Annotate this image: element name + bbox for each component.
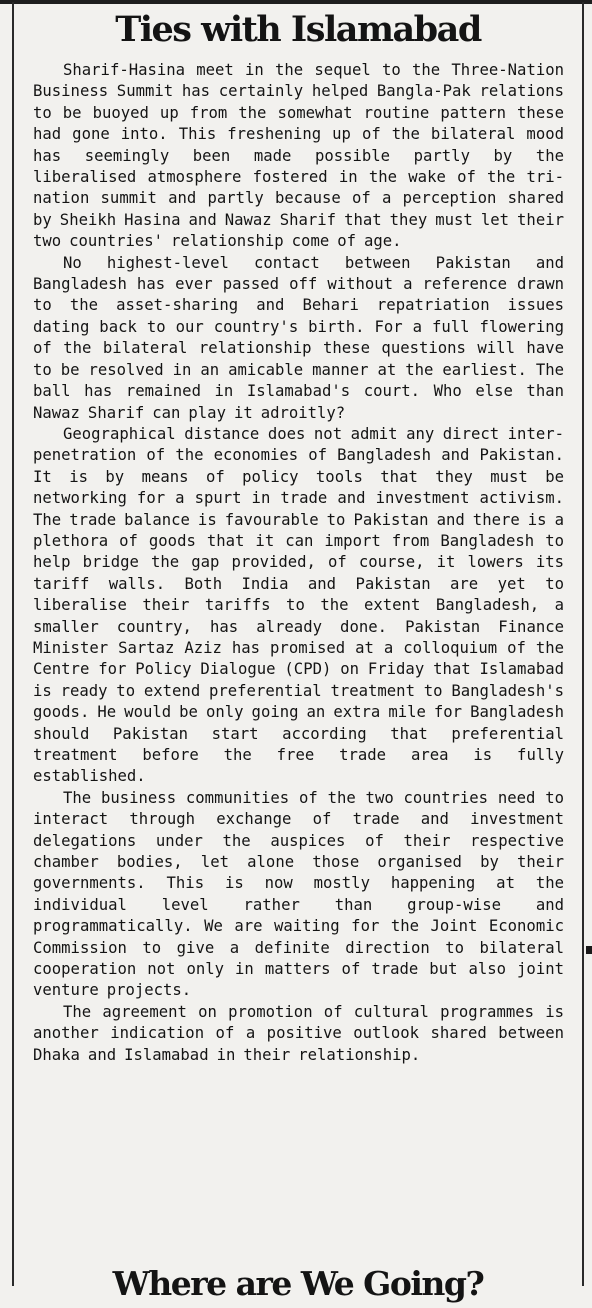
- article-paragraph-3: Geographical distance does not admit any direct inter-penetration of the economies of Bangladesh and Pakistan. It is by means of policy tools that they must be networking for a spurt in trade and investment activism. The trade balance is favourable to Pakistan and there is a plethora of goods that it can import from Bangladesh to help bridge the gap provided, of course, it lowers its tariff walls. Both India and Pakistan are yet to liberalise their tariffs to the extent Bangladesh, a smaller country, has already done. Pakistan Finance Minister Sartaz Aziz has promised at a colloquium of the Centre for Policy Dialogue (CPD) on Friday that Islamabad is ready to extend preferential treatment to Bangladesh's goods. He would be only going an extra mile for Bangladesh should Pakistan start according that preferential treatment before the free trade area is fully established.: [33, 424, 564, 786]
- article-paragraph-5: The agreement on promotion of cultural programmes is another indication of a positive outlook shared between Dhaka and Islamabad in their relationship.: [33, 1002, 564, 1064]
- left-column-rule: [12, 2, 14, 1286]
- next-article-headline: Where are We Going?: [112, 1264, 484, 1303]
- article-paragraph-2: No highest-level contact between Pakistan and Bangladesh has ever passed off without a reference drawn to the asset-sharing and Behari repatriation issues dating back to our country's birth. For a full flowering of the bilateral relationship these questions will have to be resolved in an amicable manner at the earliest. The ball has remained in Islamabad's court. Who else than Nawaz Sharif can play it adroitly?: [33, 253, 564, 422]
- article-body: [33, 60, 564, 1066]
- top-rule: [0, 0, 592, 4]
- article-paragraph-4: The business communities of the two countries need to interact through exchange of trade and investment delegations under the auspices of their respective chamber bodies, let alone those organised by their governments. This is now mostly happening at the individual level rather than group-wise and programmatically. We are waiting for the Joint Economic Commission to give a definite direction to bilateral cooperation not only in matters of trade but also joint venture projects.: [33, 788, 564, 1000]
- article-paragraph-1: Sharif-Hasina meet in the sequel to the Three-Nation Business Summit has certainly helped Bangla-Pak relations to be buoyed up from the somewhat routine pattern these had gone into. This freshening up of the bilateral mood has seemingly been made possible partly by the liberalised atmosphere fostered in the wake of the tri-nation summit and partly because of a perception shared by Sheikh Hasina and Nawaz Sharif that they must let their two countries' relationship come of age.: [33, 61, 564, 251]
- margin-mark: [586, 946, 592, 954]
- article-headline: Ties with Islamabad: [115, 9, 481, 50]
- right-column-rule: [582, 2, 584, 1286]
